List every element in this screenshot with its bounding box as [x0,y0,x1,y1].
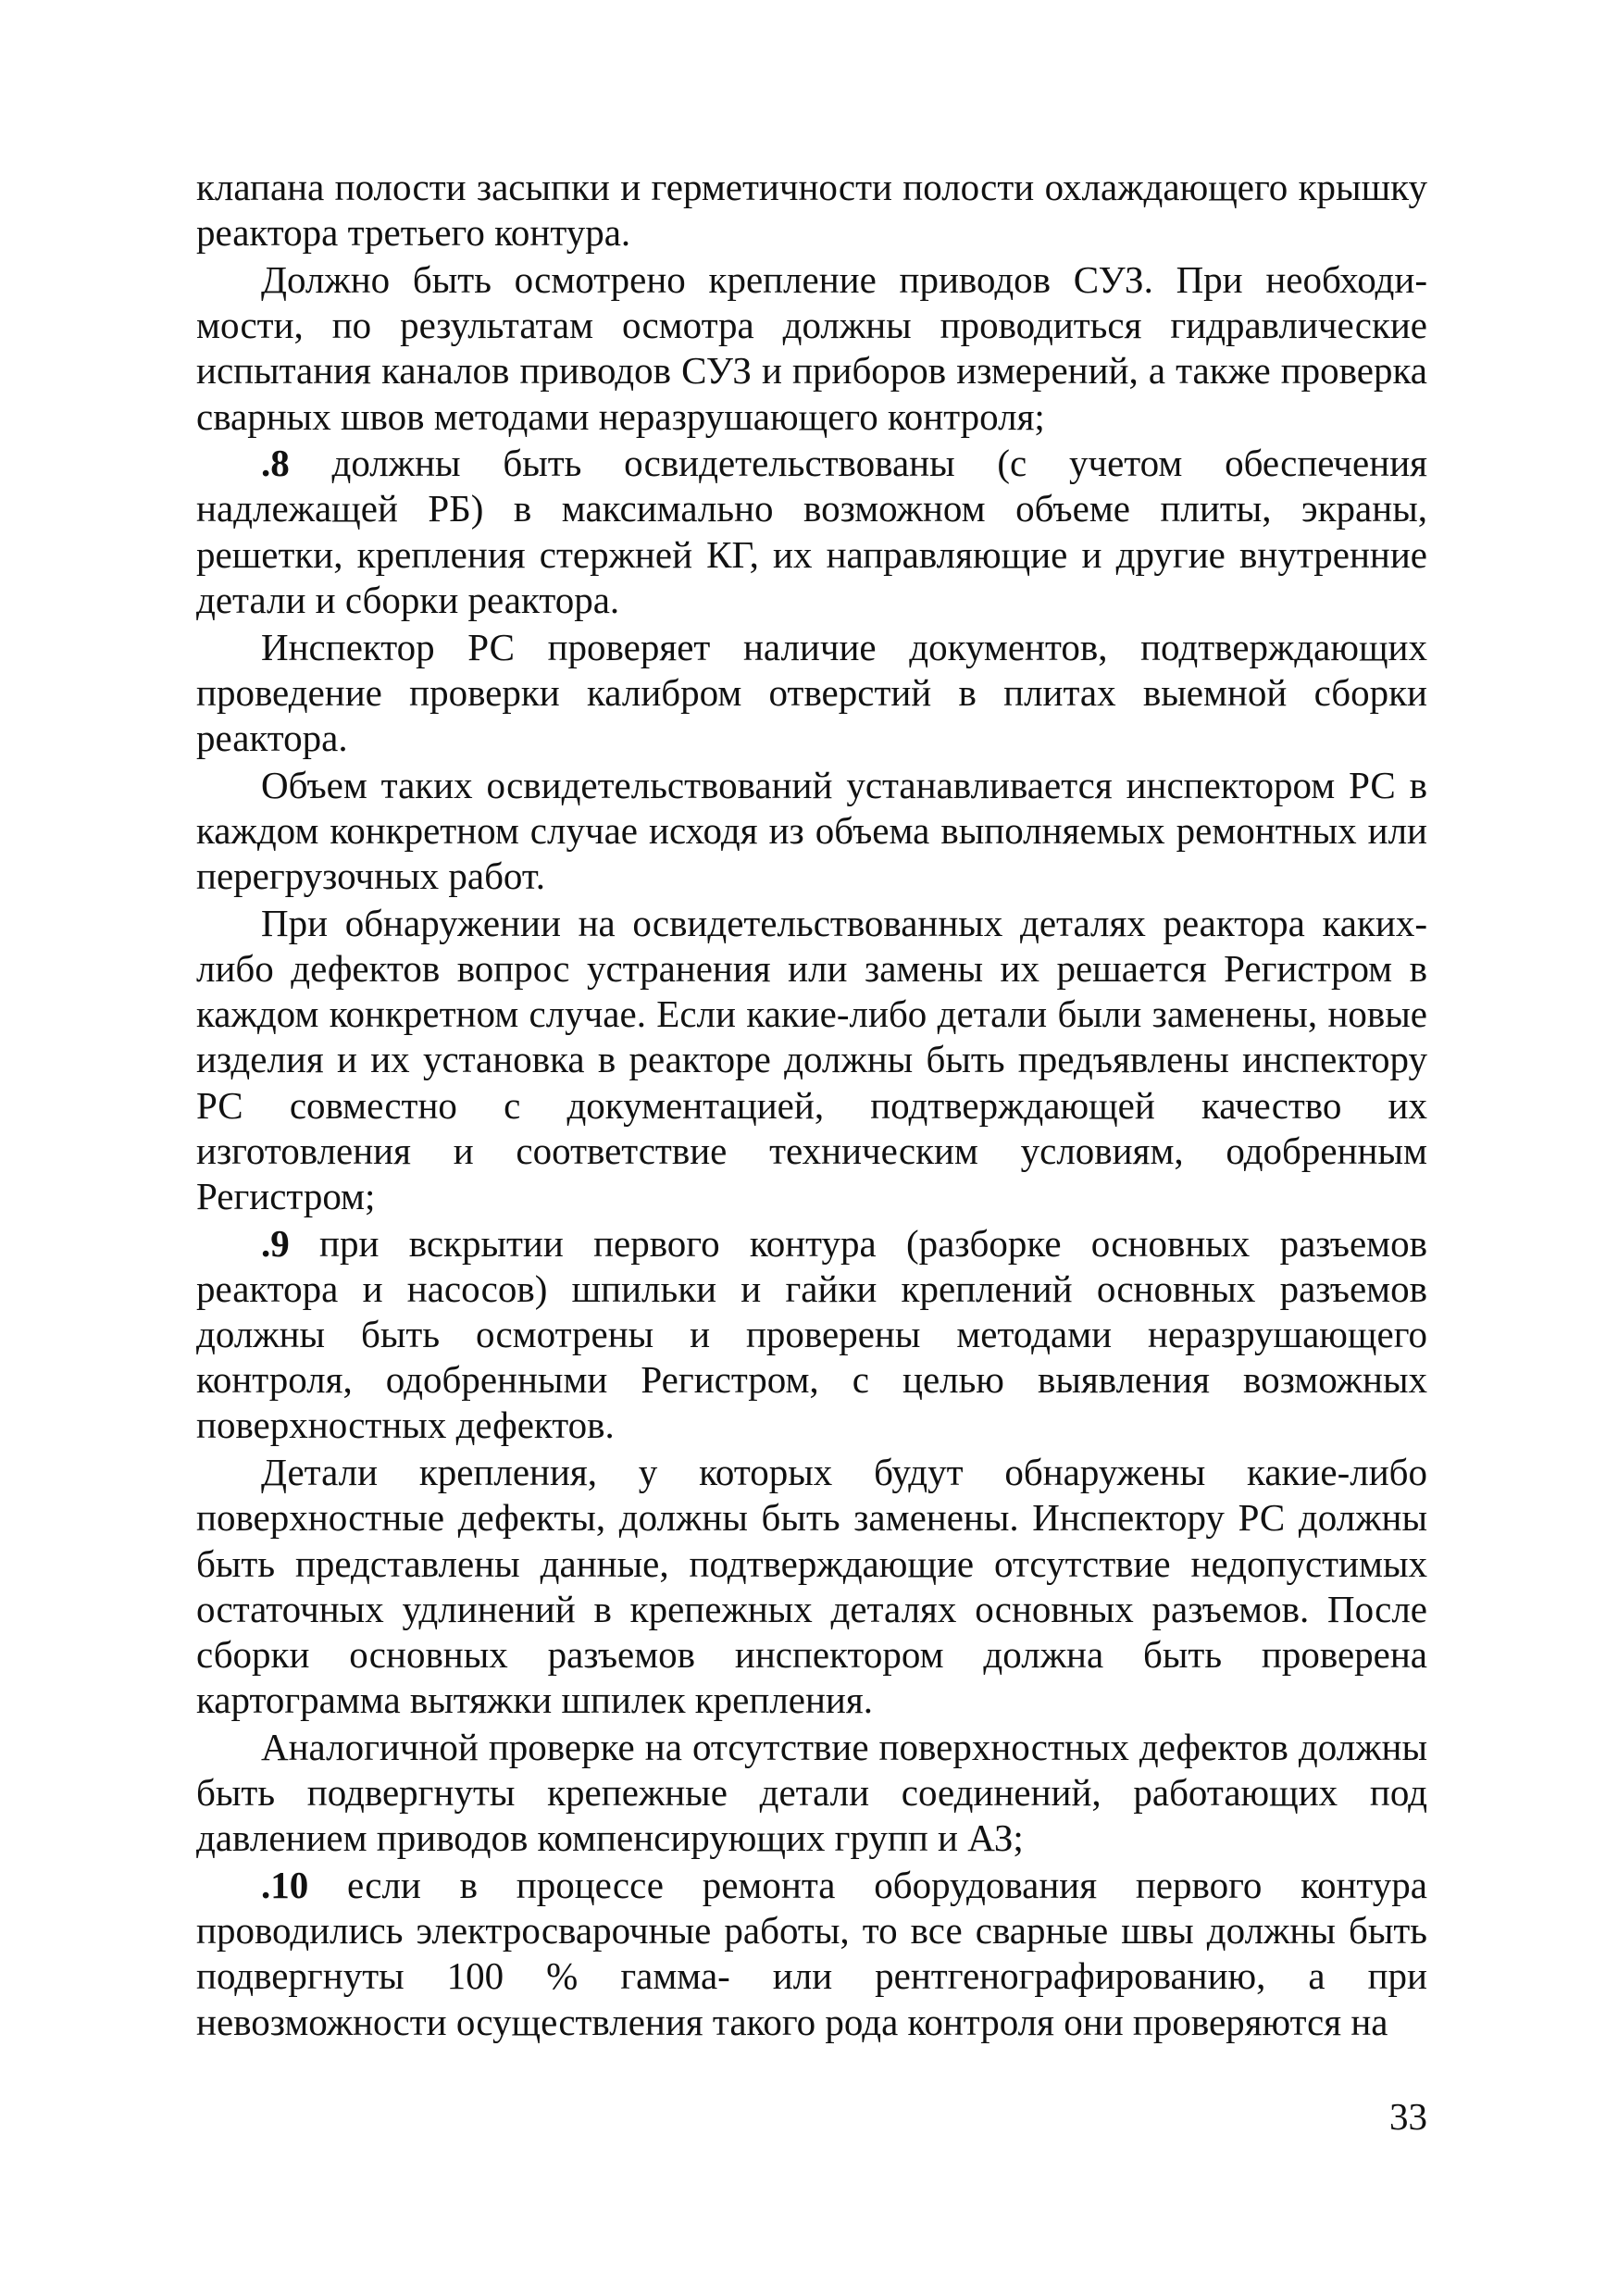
paragraph-text: Должно быть осмотрено крепление приводов СУЗ. При необходимости, по результатам осмотра должны проводиться гидравлические испытания каналов приводов СУЗ и приборов измерений, а также проверка сварных швов методами неразрушающего контроля; [196,257,1427,438]
paragraph-text: при вскрытии первого контура (разборке основных разъемов реактора и насосов) шпильки и гайки креплений основных разъемов должны быть осмотрены и проверены методами неразрушающего контроля, одобренными Регистром, с целью выявления возможных поверхностных дефектов. [196,1221,1427,1447]
paragraph-1 [196,165,1427,256]
paragraph-text: При обнаружении на освидетельствованных деталях реактора каких-либо дефектов вопрос устранения или замены их решается Регистром в каждом конкретном случае. Если какие-либо детали были заменены, новые изделия и их установка в реакторе должны быть предъявлены инспектору РС совместно с документацией, подтверждающей качество их изготовления и соответствие техническим условиям, одобренным Регистром; [196,901,1427,1217]
paragraph-item-8 [196,441,1427,623]
paragraph-text: клапана полости засыпки и герметичности полости охлаждающего крышку реактора третьего контура. [196,166,1427,255]
paragraph-text: Инспектор РС проверяет наличие документов, подтверждающих проведение проверки калибром отверстий в плитах выемной сборки реактора. [196,625,1427,759]
document-body [196,165,1427,2046]
paragraph-5 [196,763,1427,900]
page-number: 33 [1389,2095,1427,2138]
item-number: .10 [261,1864,309,1907]
paragraph-9 [196,1725,1427,1862]
item-number: .9 [261,1221,290,1265]
paragraph-4 [196,625,1427,762]
paragraph-6 [196,901,1427,1219]
paragraph-8 [196,1450,1427,1723]
paragraph-text: Аналогичной проверке на отсутствие поверхностных дефектов должны быть подвергнуты крепежные детали соединений, работающих под давлением приводов компенсирующих групп и АЗ; [196,1725,1427,1860]
paragraph-text: должны быть освидетельствованы (с учетом обеспечения надлежащей РБ) в максимально возможном объеме плиты, экраны, решетки, крепления стержней КГ, их направляющие и другие внутренние детали и сборки реактора. [196,442,1427,621]
paragraph-text: Детали крепления, у которых будут обнаружены какие-либо поверхностные дефекты, должны быть заменены. Инспектору РС должны быть представлены данные, подтверждающие отсутствие недопустимых остаточных удлинений в крепежных деталях основных разъемов. После сборки основных разъемов инспектором должна быть проверена картограмма вытяжки шпилек крепления. [196,1451,1427,1722]
paragraph-text: если в процессе ремонта оборудования первого контура проводились электросварочные работы, то все сварные швы должны быть подвергнуты 100 % гамма- или рентгенографированию, а при невозможности осуществления такого рода контроля они проверяются на [196,1864,1427,2043]
paragraph-2 [196,257,1427,440]
paragraph-item-9 [196,1221,1427,1449]
paragraph-text: Объем таких освидетельствований устанавливается инспектором РС в каждом конкретном случае исходя из объема выполняемых ремонтных или перегрузочных работ. [196,763,1427,898]
item-number: .8 [261,442,290,485]
paragraph-item-10 [196,1863,1427,2045]
